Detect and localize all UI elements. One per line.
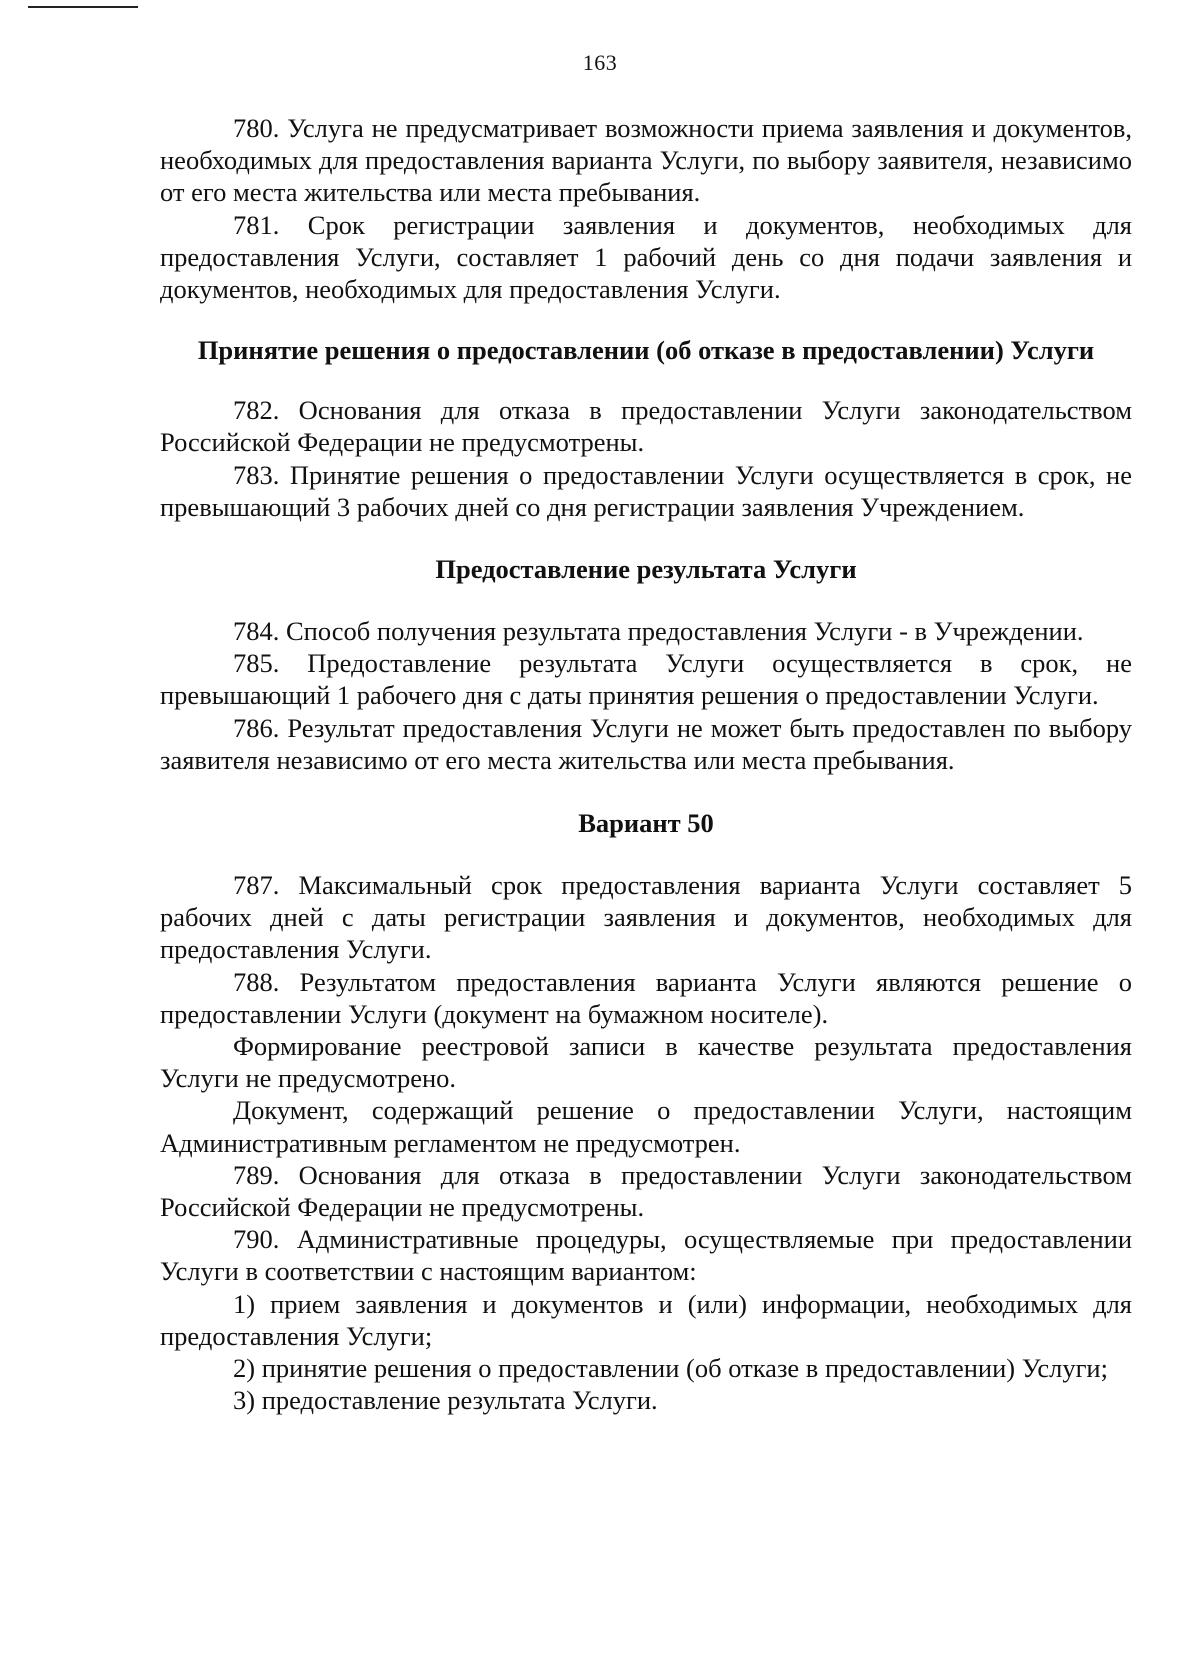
heading-variant-50: Вариант 50 <box>578 808 714 839</box>
heading-result: Предоставление результата Услуги <box>435 554 857 585</box>
paragraph-788: 788. Результатом предоставления варианта Услуги являются решение о предоставлении Услуги (документ на бумажном носителе). <box>160 966 1132 1029</box>
list-item-2: 2) принятие решения о предоставлении (об отказе в предоставлении) Услуги; <box>233 1353 1108 1384</box>
list-item-1: 1) прием заявления и документов и (или) информации, необходимых для предоставления Услуги; <box>160 1288 1132 1351</box>
scan-corner-mark <box>28 6 138 8</box>
paragraph-786: 786. Результат предоставления Услуги не может быть предоставлен по выбору заявителя независимо от его места жительства или места пребывания. <box>160 712 1132 775</box>
paragraph-decision-document: Документ, содержащий решение о предоставлении Услуги, настоящим Административным регламентом не предусмотрен. <box>160 1095 1132 1158</box>
paragraph-782: 782. Основания для отказа в предоставлении Услуги законодательством Российской Федерации не предусмотрены. <box>160 395 1132 458</box>
paragraph-787: 787. Максимальный срок предоставления варианта Услуги составляет 5 рабочих дней с даты регистрации заявления и документов, необходимых для предоставления Услуги. <box>160 870 1132 965</box>
heading-decision: Принятие решения о предоставлении (об отказе в предоставлении) Услуги <box>197 335 1095 366</box>
paragraph-783: 783. Принятие решения о предоставлении Услуги осуществляется в срок, не превышающий 3 рабочих дней со дня регистрации заявления Учреждением. <box>160 459 1132 522</box>
paragraph-780: 780. Услуга не предусматривает возможности приема заявления и документов, необходимых для предоставления варианта Услуги, по выбору заявителя, независимо от его места жительства или места пребывания. <box>160 113 1132 208</box>
paragraph-790: 790. Административные процедуры, осуществляемые при предоставлении Услуги в соответствии с настоящим вариантом: <box>160 1224 1132 1287</box>
paragraph-784: 784. Способ получения результата предоставления Услуги - в Учреждении. <box>233 616 1084 647</box>
paragraph-789: 789. Основания для отказа в предоставлении Услуги законодательством Российской Федерации не предусмотрены. <box>160 1159 1132 1223</box>
paragraph-781: 781. Срок регистрации заявления и документов, необходимых для предоставления Услуги, составляет 1 рабочий день со дня подачи заявления и документов, необходимых для предоставления Услуги. <box>160 209 1132 305</box>
paragraph-785: 785. Предоставление результата Услуги осуществляется в срок, не превышающий 1 рабочего дня с даты принятия решения о предоставлении Услуги. <box>160 648 1132 711</box>
list-item-3: 3) предоставление результата Услуги. <box>233 1385 658 1416</box>
paragraph-registry-record: Формирование реестровой записи в качестве результата предоставления Услуги не предусмотрено. <box>160 1031 1132 1094</box>
page-number: 163 <box>582 50 618 75</box>
document-body <box>160 112 1132 1417</box>
